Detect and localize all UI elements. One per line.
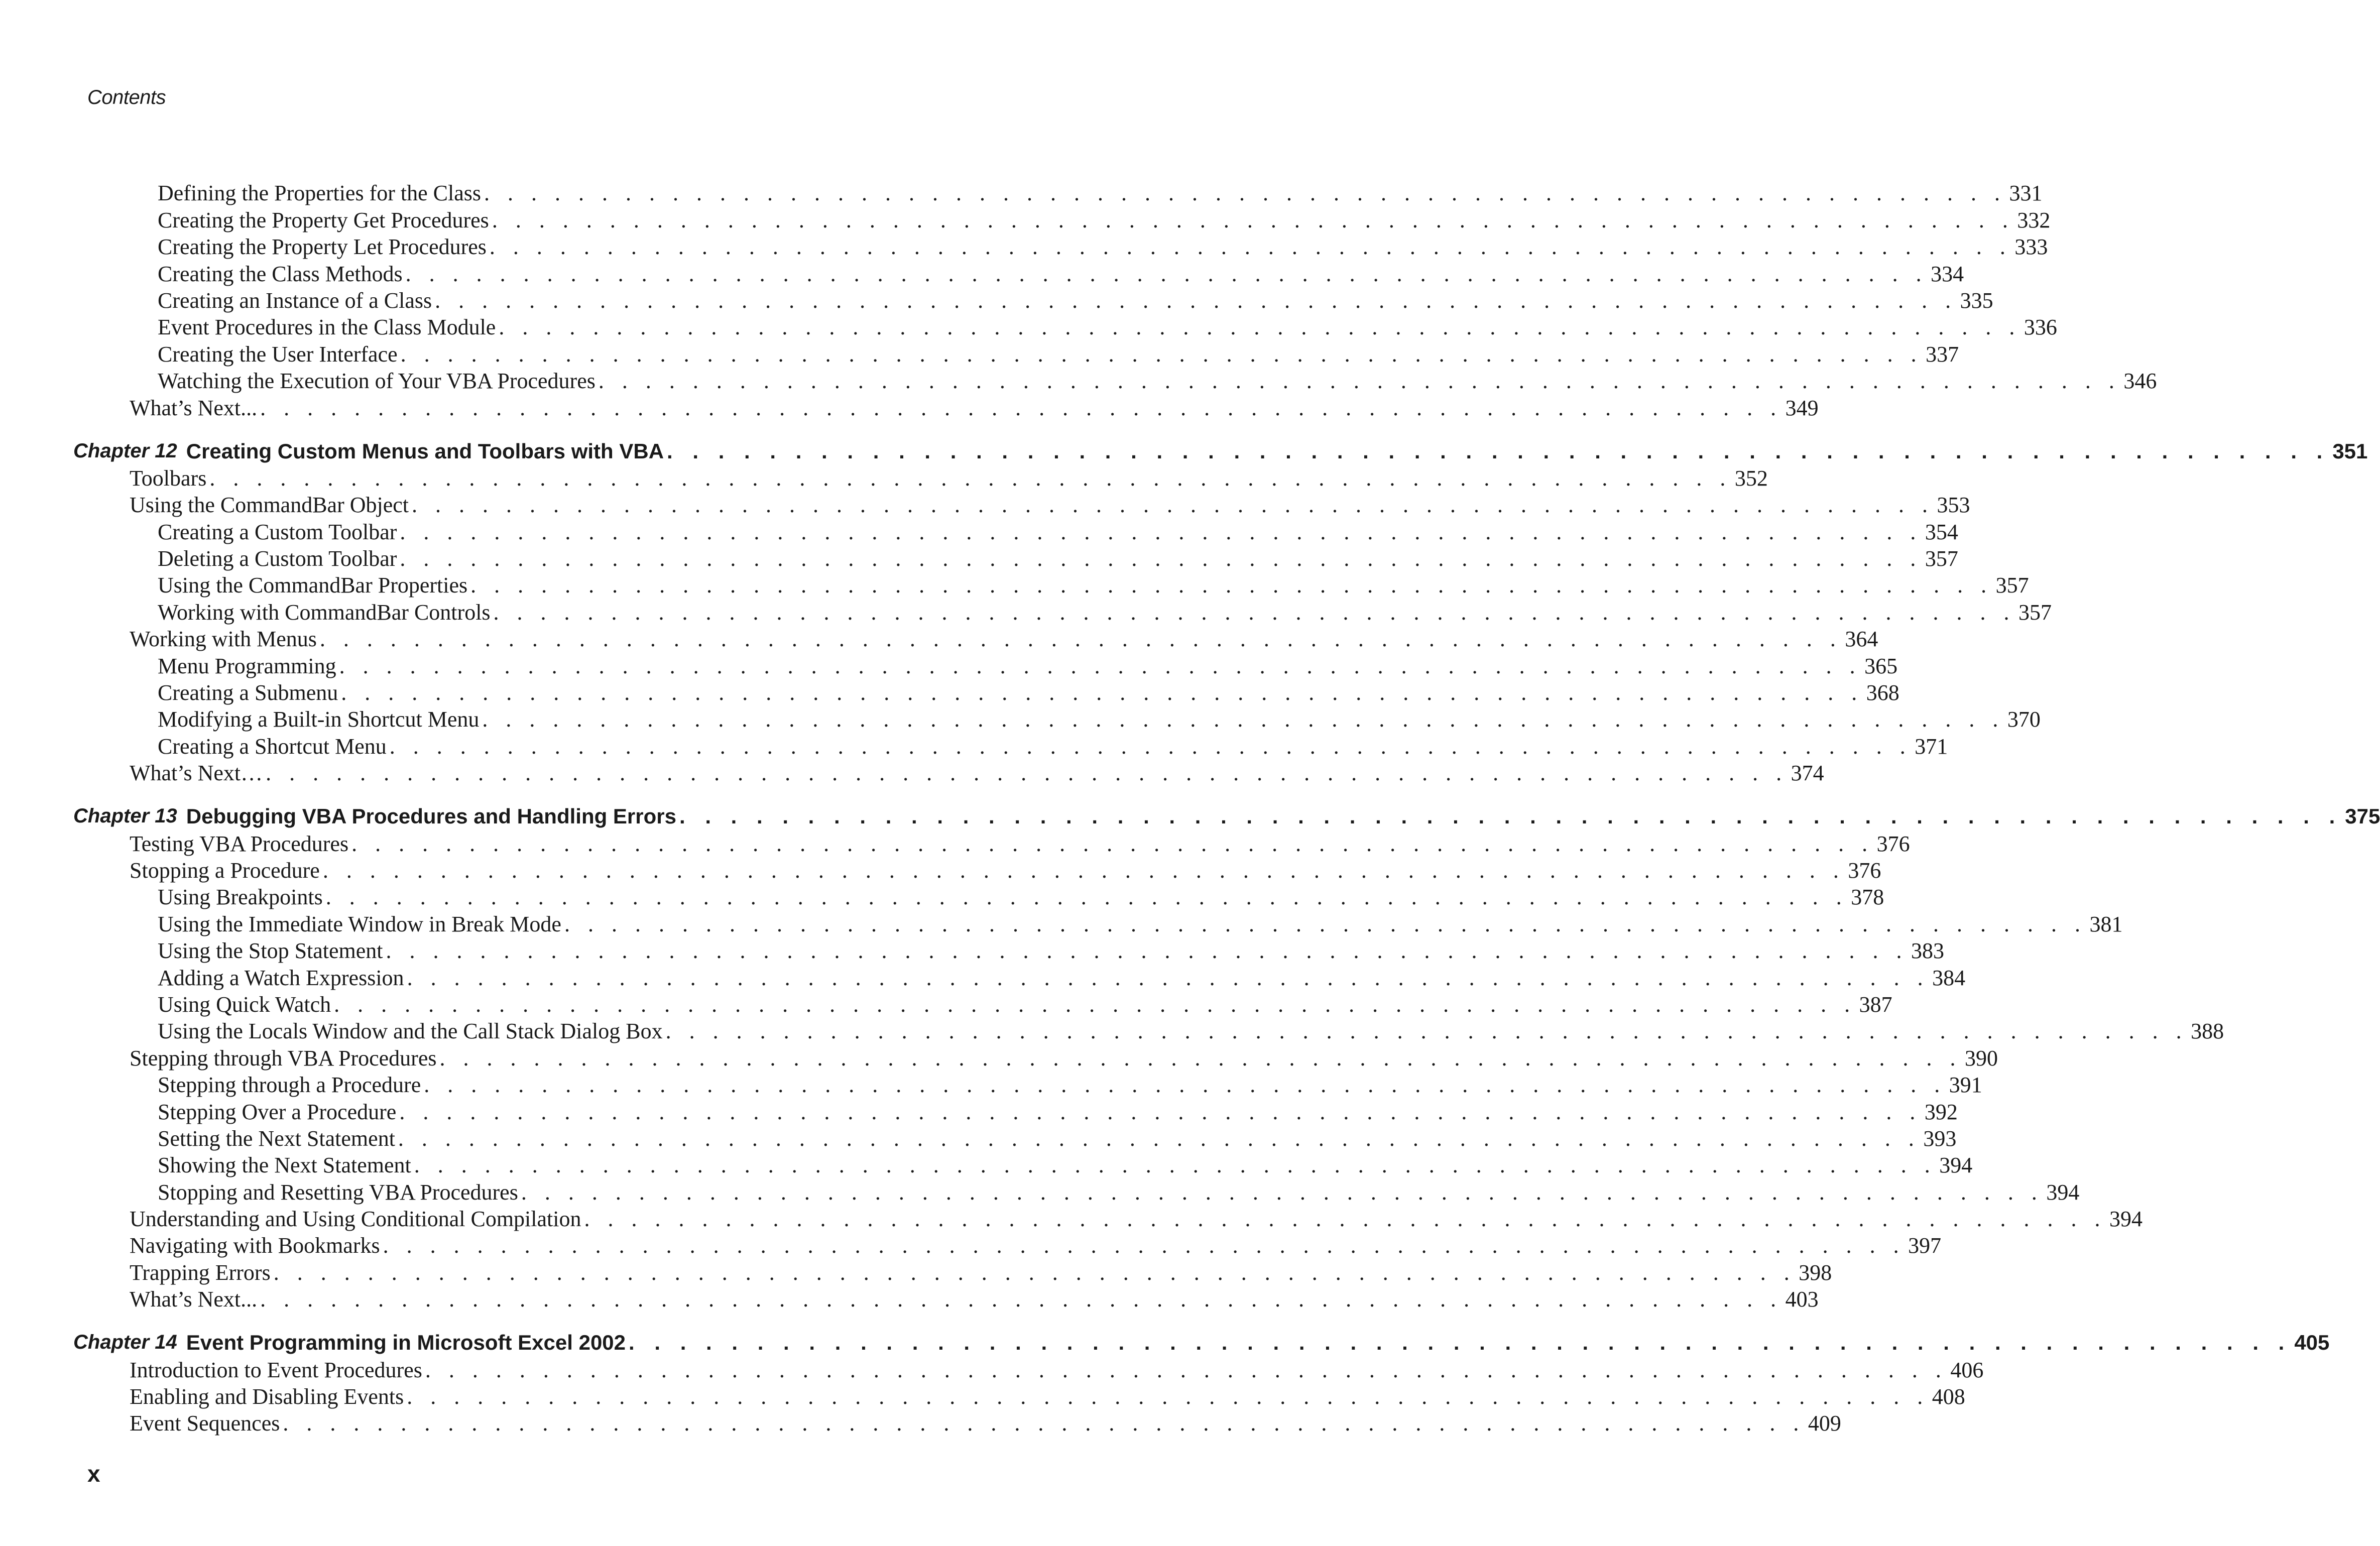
toc-entry [0,287,1993,314]
entry-page-number: 332 [2014,207,2050,233]
entry-title: Stepping through a Procedure [158,1072,424,1098]
dot-leader: . . . . . . . . . . . . . . . . . . . . . . . . . . . . . . . . . . . . . . . . . . . . . . . . . . . . . . . . . . . . . . . . . [273,1260,1796,1285]
entry-page-number: 357 [1922,545,1958,572]
dot-leader: . . . . . . . . . . . . . . . . . . . . . . . . . . . . . . . . . . . . . . . . . . . . . . . . . . . . . . . . . . . . . . . . . [435,288,1957,313]
entry-title: Creating the Class Methods [158,261,406,287]
entry-page-number: 364 [1842,626,1878,652]
entry-title: Working with Menus [130,626,320,652]
entry-title: Menu Programming [158,653,339,679]
dot-leader: . . . . . . . . . . . . . . . . . . . . . . . . . . . . . . . . . . . . . . . . . . . . . . . . . . . . . . . . . . . . . . . . . [564,911,2087,936]
entry-page-number: 388 [2188,1018,2224,1044]
toc-entry [0,1206,2143,1232]
entry-page-number: 354 [1922,519,1958,545]
entry-title: Creating the Property Let Procedures [158,233,490,260]
toc-entry [0,518,1958,545]
entry-page-number: 384 [1929,965,1965,991]
toc-entry [0,1383,1965,1410]
toc-entry [0,465,1768,492]
entry-page-number: 334 [1928,261,1964,287]
entry-title: Trapping Errors [130,1259,274,1286]
toc-entry [0,733,1948,759]
entry-page-number: 376 [1874,830,1910,857]
dot-leader: . . . . . . . . . . . . . . . . . . . . . . . . . . . . . . . . . . . . . . . . . . . . . . . . . . . . . . . . . . . . . . . . . [209,465,1732,491]
dot-leader: . . . . . . . . . . . . . . . . . . . . . . . . . . . . . . . . . . . . . . . . . . . . . . . . . . . . . . . . . . . . . . . . . [470,573,1993,598]
dot-leader: . . . . . . . . . . . . . . . . . . . . . . . . . . . . . . . . . . . . . . . . . . . . . . . . . . . . . . . . . . . . . . . . . [667,439,2330,463]
dot-leader: . . . . . . . . . . . . . . . . . . . . . . . . . . . . . . . . . . . . . . . . . . . . . . . . . . . . . . . . . . . . . . . . . [400,519,1922,544]
entry-page-number: 333 [2011,233,2048,260]
entry-page-number: 378 [1848,884,1884,910]
dot-leader: . . . . . . . . . . . . . . . . . . . . . . . . . . . . . . . . . . . . . . . . . . . . . . . . . . . . . . . . . . . . . . . . . [665,1019,2188,1044]
dot-leader: . . . . . . . . . . . . . . . . . . . . . . . . . . . . . . . . . . . . . . . . . . . . . . . . . . . . . . . . . . . . . . . . . [383,1233,1906,1258]
entry-title: Stepping Over a Procedure [158,1099,399,1125]
toc-entry [0,1072,1982,1098]
dot-leader: . . . . . . . . . . . . . . . . . . . . . . . . . . . . . . . . . . . . . . . . . . . . . . . . . . . . . . . . . . . . . . . . . [260,1287,1782,1312]
entry-title: Enabling and Disabling Events [130,1383,407,1410]
entry-page-number: 394 [2043,1179,2079,1206]
toc-entry [0,314,2057,340]
entry-page-number: 376 [1845,857,1881,884]
entry-page-number: 383 [1908,937,1944,964]
dot-leader: . . . . . . . . . . . . . . . . . . . . . . . . . . . . . . . . . . . . . . . . . . . . . . . . . . . . . . . . . . . . . . . . . [414,1153,1937,1178]
entry-page-number: 371 [1912,733,1948,760]
dot-leader: . . . . . . . . . . . . . . . . . . . . . . . . . . . . . . . . . . . . . . . . . . . . . . . . . . . . . . . . . . . . . . . . . [339,653,1862,678]
entry-page-number: 394 [1936,1152,1972,1178]
dot-leader: . . . . . . . . . . . . . . . . . . . . . . . . . . . . . . . . . . . . . . . . . . . . . . . . . . . . . . . . . . . . . . . . . [266,761,1788,786]
toc-entry [0,1018,2224,1044]
toc-entry [0,1286,1819,1313]
toc-entry [0,964,1966,991]
dot-leader: . . . . . . . . . . . . . . . . . . . . . . . . . . . . . . . . . . . . . . . . . . . . . . . . . . . . . . . . . . . . . . . . . [584,1207,2106,1232]
dot-leader: . . . . . . . . . . . . . . . . . . . . . . . . . . . . . . . . . . . . . . . . . . . . . . . . . . . . . . . . . . . . . . . . . [407,1384,1929,1409]
toc-entry [0,626,1878,652]
entry-page-number: 357 [1993,572,2029,599]
dot-leader: . . . . . . . . . . . . . . . . . . . . . . . . . . . . . . . . . . . . . . . . . . . . . . . . . . . . . . . . . . . . . . . . . [499,315,2021,340]
dot-leader: . . . . . . . . . . . . . . . . . . . . . . . . . . . . . . . . . . . . . . . . . . . . . . . . . . . . . . . . . . . . . . . . . [341,680,1863,705]
entry-page-number: 331 [2006,180,2042,206]
toc-entry [0,679,1899,706]
dot-leader: . . . . . . . . . . . . . . . . . . . . . . . . . . . . . . . . . . . . . . . . . . . . . . . . . . . . . . . . . . . . . . . . . [283,1411,1805,1436]
entry-page-number: 346 [2120,368,2157,394]
toc-entry [0,492,1970,518]
entry-title: Using Quick Watch [158,991,334,1018]
dot-leader: . . . . . . . . . . . . . . . . . . . . . . . . . . . . . . . . . . . . . . . . . . . . . . . . . . . . . . . . . . . . . . . . . [399,1099,1922,1124]
entry-page-number: 398 [1796,1259,1832,1286]
dot-leader: . . . . . . . . . . . . . . . . . . . . . . . . . . . . . . . . . . . . . . . . . . . . . . . . . . . . . . . . . . . . . . . . . [493,600,2016,625]
toc-entry [0,599,2052,625]
entry-title: Navigating with Bookmarks [130,1232,383,1259]
entry-page-number: 352 [1732,465,1768,492]
chapter-number: Chapter 14 [73,1331,177,1354]
entry-page-number: 397 [1905,1232,1941,1259]
table-of-contents [0,180,2380,1437]
toc-chapter-entry [0,437,2368,465]
entry-page-number: 409 [1805,1410,1841,1437]
dot-leader: . . . . . . . . . . . . . . . . . . . . . . . . . . . . . . . . . . . . . . . . . . . . . . . . . . . . . . . . . . . . . . . . . [407,965,1930,990]
page-number-folio: x [87,1461,100,1487]
entry-page-number: 393 [1920,1125,1956,1152]
chapter-number: Chapter 13 [73,805,177,827]
entry-title: Modifying a Built-in Shortcut Menu [158,706,482,733]
entry-title: Using the CommandBar Properties [158,572,470,599]
entry-title: Event Programming in Microsoft Excel 2002 [186,1329,629,1356]
entry-page-number: 405 [2291,1329,2329,1356]
entry-page-number: 375 [2342,802,2380,830]
chapter-number: Chapter 12 [73,439,177,462]
entry-title: Creating a Submenu [158,679,341,706]
entry-title: Using the Stop Statement [158,937,386,964]
toc-entry [0,760,1824,786]
toc-entry [0,206,2051,233]
entry-title: Understanding and Using Conditional Compilation [130,1206,584,1232]
entry-title: Using Breakpoints [158,884,326,910]
dot-leader: . . . . . . . . . . . . . . . . . . . . . . . . . . . . . . . . . . . . . . . . . . . . . . . . . . . . . . . . . . . . . . . . . [679,804,2342,828]
entry-page-number: 365 [1861,653,1897,679]
toc-chapter-entry [0,802,2380,830]
toc-entry [0,340,1959,367]
entry-title: What’s Next... [130,1286,260,1313]
entry-page-number: 374 [1788,760,1824,786]
entry-title: Event Procedures in the Class Module [158,314,499,340]
entry-page-number: 403 [1782,1286,1819,1313]
entry-title: Debugging VBA Procedures and Handling Errors [186,802,679,830]
entry-page-number: 392 [1922,1099,1958,1125]
entry-title: Event Sequences [130,1410,283,1437]
dot-leader: . . . . . . . . . . . . . . . . . . . . . . . . . . . . . . . . . . . . . . . . . . . . . . . . . . . . . . . . . . . . . . . . . [425,1357,1948,1382]
toc-entry [0,1178,2080,1205]
entry-page-number: 337 [1923,341,1959,368]
entry-title: Toolbars [130,465,209,492]
toc-entry [0,857,1881,884]
toc-entry [0,652,1898,679]
entry-page-number: 390 [1962,1045,1998,1072]
entry-page-number: 391 [1946,1072,1982,1098]
toc-entry [0,1232,1942,1259]
entry-title: Creating Custom Menus and Toolbars with VBA [186,437,667,465]
entry-page-number: 336 [2021,314,2057,340]
entry-page-number: 335 [1957,287,1993,314]
toc-entry [0,937,1945,964]
entry-page-number: 408 [1929,1383,1965,1410]
entry-title: Defining the Properties for the Class [158,180,484,206]
dot-leader: . . . . . . . . . . . . . . . . . . . . . . . . . . . . . . . . . . . . . . . . . . . . . . . . . . . . . . . . . . . . . . . . . [398,1126,1921,1151]
dot-leader: . . . . . . . . . . . . . . . . . . . . . . . . . . . . . . . . . . . . . . . . . . . . . . . . . . . . . . . . . . . . . . . . . [319,627,1842,652]
toc-entry [0,260,1964,287]
dot-leader: . . . . . . . . . . . . . . . . . . . . . . . . . . . . . . . . . . . . . . . . . . . . . . . . . . . . . . . . . . . . . . . . . [325,885,1848,910]
entry-page-number: 349 [1782,395,1819,421]
dot-leader: . . . . . . . . . . . . . . . . . . . . . . . . . . . . . . . . . . . . . . . . . . . . . . . . . . . . . . . . . . . . . . . . . [492,207,2014,232]
entry-page-number: 357 [2015,599,2052,626]
entry-title: Creating an Instance of a Class [158,287,435,314]
entry-page-number: 406 [1947,1357,1983,1383]
entry-title: Stepping through VBA Procedures [130,1045,440,1072]
toc-entry [0,545,1958,572]
dot-leader: . . . . . . . . . . . . . . . . . . . . . . . . . . . . . . . . . . . . . . . . . . . . . . . . . . . . . . . . . . . . . . . . . [405,261,1928,286]
entry-title: Stopping a Procedure [130,857,323,884]
toc-entry [0,572,2029,599]
entry-title: Using the CommandBar Object [130,492,412,518]
dot-leader: . . . . . . . . . . . . . . . . . . . . . . . . . . . . . . . . . . . . . . . . . . . . . . . . . . . . . . . . . . . . . . . . . [389,734,1912,759]
toc-entry [0,706,2041,733]
toc-entry [0,1410,1841,1437]
toc-entry [0,1259,1832,1285]
entry-title: Using the Locals Window and the Call Stack Dialog Box [158,1018,666,1044]
entry-title: Working with CommandBar Controls [158,599,494,626]
toc-entry [0,910,2123,937]
entry-page-number: 394 [2106,1206,2143,1232]
dot-leader: . . . . . . . . . . . . . . . . . . . . . . . . . . . . . . . . . . . . . . . . . . . . . . . . . . . . . . . . . . . . . . . . . [334,992,1856,1017]
toc-entry [0,991,1892,1018]
entry-title: Using the Immediate Window in Break Mode [158,911,564,937]
dot-leader: . . . . . . . . . . . . . . . . . . . . . . . . . . . . . . . . . . . . . . . . . . . . . . . . . . . . . . . . . . . . . . . . . [424,1073,1946,1098]
dot-leader: . . . . . . . . . . . . . . . . . . . . . . . . . . . . . . . . . . . . . . . . . . . . . . . . . . . . . . . . . . . . . . . . . [412,493,1934,518]
dot-leader: . . . . . . . . . . . . . . . . . . . . . . . . . . . . . . . . . . . . . . . . . . . . . . . . . . . . . . . . . . . . . . . . . [482,707,2004,732]
entry-title: Creating the Property Get Procedures [158,207,492,233]
toc-entry [0,1098,1958,1125]
dot-leader: . . . . . . . . . . . . . . . . . . . . . . . . . . . . . . . . . . . . . . . . . . . . . . . . . . . . . . . . . . . . . . . . . [629,1331,2292,1355]
toc-entry [0,368,2157,394]
toc-entry [0,394,1819,421]
entry-title: Showing the Next Statement [158,1152,414,1178]
dot-leader: . . . . . . . . . . . . . . . . . . . . . . . . . . . . . . . . . . . . . . . . . . . . . . . . . . . . . . . . . . . . . . . . . [322,858,1845,883]
entry-title: Introduction to Event Procedures [130,1357,425,1383]
entry-title: Testing VBA Procedures [130,830,351,857]
toc-entry [0,1044,1998,1071]
toc-entry [0,180,2043,206]
running-head: Contents [87,86,166,108]
dot-leader: . . . . . . . . . . . . . . . . . . . . . . . . . . . . . . . . . . . . . . . . . . . . . . . . . . . . . . . . . . . . . . . . . [400,546,1922,571]
entry-title: Watching the Execution of Your VBA Procedures [158,368,599,394]
entry-page-number: 370 [2004,706,2041,733]
toc-entry [0,884,1884,910]
entry-title: Creating the User Interface [158,341,401,368]
entry-page-number: 387 [1856,991,1892,1018]
toc-entry [0,1356,1984,1383]
entry-title: Creating a Custom Toolbar [158,519,400,545]
dot-leader: . . . . . . . . . . . . . . . . . . . . . . . . . . . . . . . . . . . . . . . . . . . . . . . . . . . . . . . . . . . . . . . . . [598,369,2121,394]
entry-title: What’s Next… [130,760,266,786]
dot-leader: . . . . . . . . . . . . . . . . . . . . . . . . . . . . . . . . . . . . . . . . . . . . . . . . . . . . . . . . . . . . . . . . . [400,341,1923,367]
dot-leader: . . . . . . . . . . . . . . . . . . . . . . . . . . . . . . . . . . . . . . . . . . . . . . . . . . . . . . . . . . . . . . . . . [489,234,2012,260]
entry-title: Creating a Shortcut Menu [158,733,390,760]
toc-entry [0,830,1910,857]
toc-chapter-entry [0,1329,2330,1356]
entry-title: Setting the Next Statement [158,1125,398,1152]
dot-leader: . . . . . . . . . . . . . . . . . . . . . . . . . . . . . . . . . . . . . . . . . . . . . . . . . . . . . . . . . . . . . . . . . [386,938,1909,964]
entry-page-number: 368 [1863,679,1899,706]
entry-page-number: 353 [1934,492,1970,518]
toc-entry [0,233,2048,260]
dot-leader: . . . . . . . . . . . . . . . . . . . . . . . . . . . . . . . . . . . . . . . . . . . . . . . . . . . . . . . . . . . . . . . . . [484,181,2006,206]
dot-leader: . . . . . . . . . . . . . . . . . . . . . . . . . . . . . . . . . . . . . . . . . . . . . . . . . . . . . . . . . . . . . . . . . [439,1045,1962,1071]
dot-leader: . . . . . . . . . . . . . . . . . . . . . . . . . . . . . . . . . . . . . . . . . . . . . . . . . . . . . . . . . . . . . . . . . [351,831,1874,856]
entry-title: What’s Next... [130,395,260,421]
entry-title: Adding a Watch Expression [158,965,407,991]
entry-title: Deleting a Custom Toolbar [158,545,400,572]
toc-entry [0,1125,1957,1152]
dot-leader: . . . . . . . . . . . . . . . . . . . . . . . . . . . . . . . . . . . . . . . . . . . . . . . . . . . . . . . . . . . . . . . . . [521,1179,2044,1205]
entry-title: Stopping and Resetting VBA Procedures [158,1179,521,1206]
entry-page-number: 381 [2086,911,2122,937]
entry-page-number: 351 [2329,437,2367,465]
toc-entry [0,1152,1973,1178]
dot-leader: . . . . . . . . . . . . . . . . . . . . . . . . . . . . . . . . . . . . . . . . . . . . . . . . . . . . . . . . . . . . . . . . . [260,395,1782,420]
